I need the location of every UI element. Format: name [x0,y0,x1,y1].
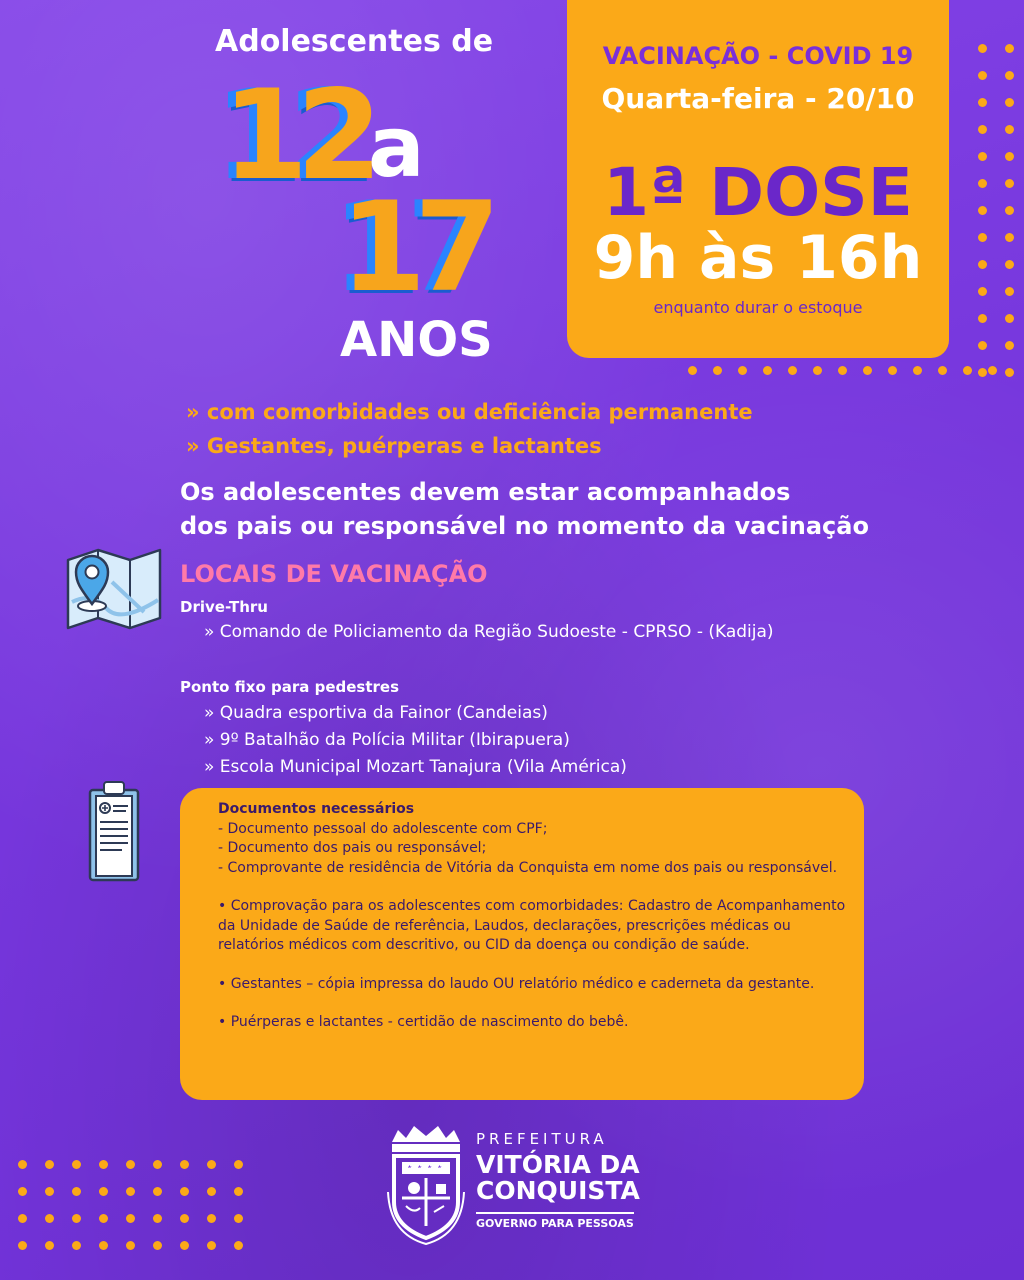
drive-thru-heading: Drive-Thru [180,598,268,616]
clipboard-icon [86,778,142,888]
campaign-date: Quarta-feira - 20/10 [601,82,915,115]
logo-city-line-2: CONQUISTA [476,1176,640,1205]
age-from: 12 [222,64,371,208]
document-postpartum: • Puérperas e lactantes - certidão de nascimento do bebê. [218,1014,629,1030]
document-line: - Documento pessoal do adolescente com CPF; [218,820,548,837]
document-line: - Documento dos pais ou responsável; [218,840,487,856]
dots-decoration-right [978,44,1014,377]
logo-tagline: GOVERNO PARA PESSOAS [476,1212,634,1230]
criteria-comorbidities: » com comorbidades ou deficiência permanente [186,400,753,424]
location-item: » Quadra esportiva da Fainor (Candeias) [204,703,548,723]
headline-intro: Adolescentes de [215,24,494,59]
walk-in-heading: Ponto fixo para pedestres [180,678,400,696]
location-item: » 9º Batalhão da Polícia Militar (Ibirapuera) [204,730,570,750]
city-crest-icon [384,1122,468,1250]
campaign-note: enquanto durar o estoque [653,298,863,317]
campaign-hours: 9h às 16h [593,223,923,293]
age-to: 17 [340,176,489,320]
documents-title: Documentos necessários [218,801,415,817]
map-pin-icon [62,542,166,638]
location-item: » Escola Municipal Mozart Tanajura (Vila América) [204,757,627,777]
location-item: » Comando de Policiamento da Região Sudoeste - CPRSO - (Kadija) [204,622,774,642]
campaign-title: VACINAÇÃO - COVID 19 [602,42,914,70]
age-unit: ANOS [340,312,493,368]
locations-title: LOCAIS DE VACINAÇÃO [180,560,488,588]
logo-city-line-1: VITÓRIA DA [476,1150,640,1179]
dots-decoration-row [688,366,997,375]
notice-line-1: Os adolescentes devem estar acompanhados [180,478,791,506]
documents-content [218,800,848,1033]
document-comorbidity: • Comprovação para os adolescentes com comorbidades: Cadastro de Acompanhamento da Unidade de Saúde de referência, Laudos, declarações, prescrições médicas ou relatórios médicos com descritivo, ou CID da doença ou condição de saúde. [218,898,850,953]
notice-line-2: dos pais ou responsável no momento da vacinação [180,512,869,540]
dots-decoration-left [18,1160,243,1250]
criteria-pregnant: » Gestantes, puérperas e lactantes [186,434,602,458]
document-line: - Comprovante de residência de Vitória da Conquista em nome dos pais ou responsável. [218,859,838,876]
document-pregnant: • Gestantes – cópia impressa do laudo OU relatório médico e caderneta da gestante. [218,975,815,992]
campaign-dose: 1ª DOSE [603,154,913,231]
age-connector: a [368,98,425,196]
logo-prefix: PREFEITURA [476,1130,608,1148]
